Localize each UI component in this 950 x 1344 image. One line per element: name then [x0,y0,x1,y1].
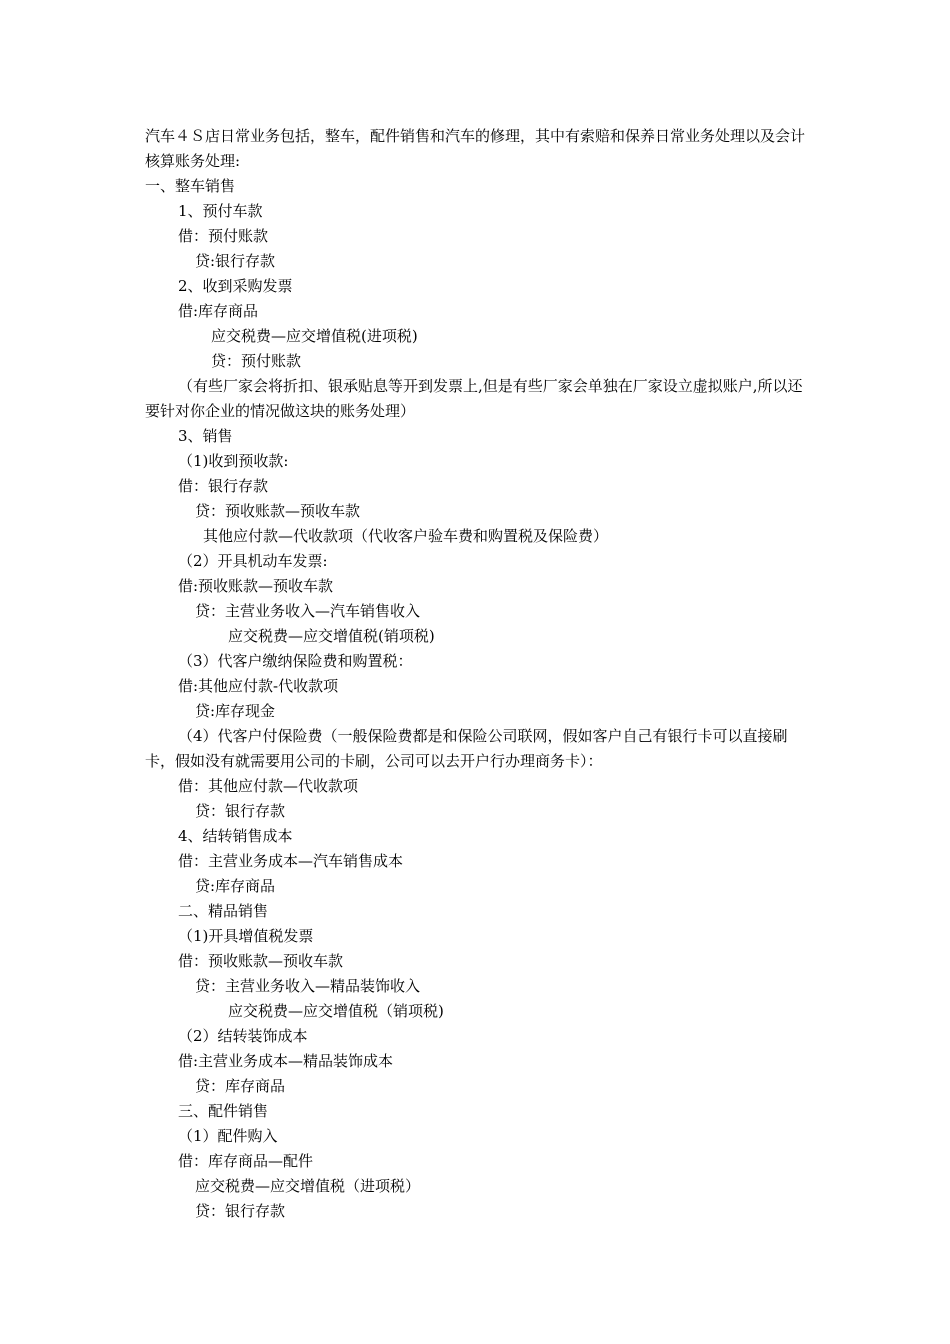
document-line: 1、预付车款 [178,202,263,220]
document-line: （2）结转装饰成本 [178,1027,308,1045]
document-line: 贷：库存商品 [195,1077,286,1095]
document-line: 其他应付款—代收款项（代收客户验车费和购置税及保险费） [203,527,609,545]
document-line: 贷：预收账款—预收车款 [195,502,361,520]
document-line: 应交税费—应交增值税(销项税) [228,627,435,645]
document-line: 2、收到采购发票 [178,277,293,295]
document-line: 应交税费—应交增值税(进项税) [211,327,418,345]
document-line: 贷:库存现金 [195,702,276,720]
document-line: 贷：主营业务收入—汽车销售收入 [195,602,421,620]
document-line: 一、整车销售 [145,177,236,195]
document-line: （4）代客户付保险费（一般保险费都是和保险公司联网，假如客户自己有银行卡可以直接刷卡，假如没有就需要用公司的卡刷，公司可以去开户行办理商务卡）： [145,727,788,770]
document-line: 借:库存商品 [178,302,259,320]
document-line: （2）开具机动车发票: [178,552,328,570]
document-line: （1)开具增值税发票 [178,927,314,945]
document-line: 应交税费—应交增值税（进项税） [195,1177,421,1195]
document-line: 4、结转销售成本 [178,827,293,845]
document-line: 3、销售 [178,427,233,445]
document-line: （有些厂家会将折扣、银承贴息等开到发票上,但是有些厂家会单独在厂家设立虚拟账户,所以还要针对你企业的情况做这块的账务处理） [145,377,803,420]
document-line: 借：预收账款—预收车款 [178,952,344,970]
document-line: 借：银行存款 [178,477,269,495]
document-line: 借:主营业务成本—精品装饰成本 [178,1052,394,1070]
document-line: 二、精品销售 [178,902,269,920]
document-line: 借：预付账款 [178,227,269,245]
document-line: 借：主营业务成本—汽车销售成本 [178,852,404,870]
document-line: 贷：预付账款 [211,352,302,370]
document-line: 贷：银行存款 [195,1202,286,1220]
document-line: 借：库存商品—配件 [178,1152,314,1170]
document-line: 贷：银行存款 [195,802,286,820]
document-line: 借：其他应付款—代收款项 [178,777,359,795]
document-line: 贷:银行存款 [195,252,276,270]
document-line: 贷:库存商品 [195,877,276,895]
document-line: 三、配件销售 [178,1102,269,1120]
document-line: 贷：主营业务收入—精品装饰收入 [195,977,421,995]
document-line: 汽车４Ｓ店日常业务包括，整车，配件销售和汽车的修理，其中有索赔和保养日常业务处理以及会计核算账务处理: [145,127,806,170]
document-line: （3）代客户缴纳保险费和购置税： [178,652,413,670]
document-line: 借:其他应付款-代收款项 [178,677,339,695]
document-line: （1）配件购入 [178,1127,278,1145]
document-line: 应交税费—应交增值税（销项税) [228,1002,444,1020]
document-line: 借:预收账款—预收车款 [178,577,334,595]
document-body [145,124,811,1224]
document-line: （1)收到预收款: [178,452,289,470]
